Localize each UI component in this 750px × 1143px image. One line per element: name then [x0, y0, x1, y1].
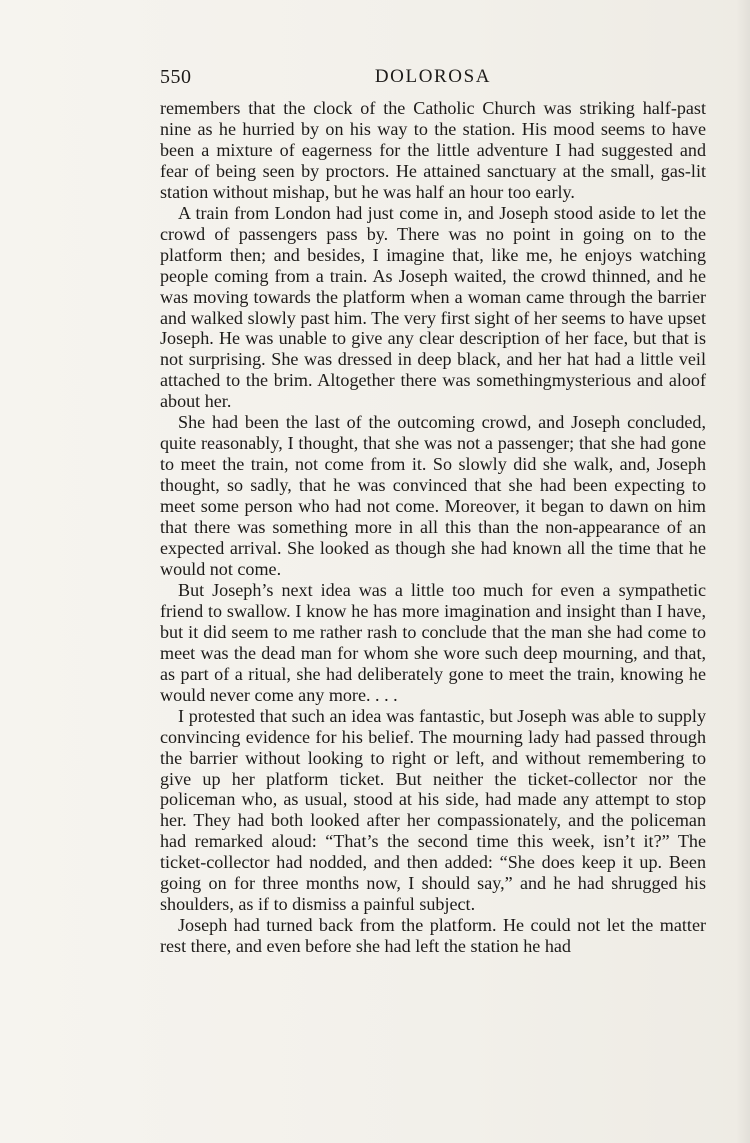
- page-number: 550: [160, 66, 192, 88]
- paragraph: A train from London had just come in, and Joseph stood aside to let the crowd of passengers pass by. There was no point in going on to the platform then; and besides, I imagine that, like me, he enjoys watching people coming from a train. As Joseph waited, the crowd thinned, and he was moving towards the platform when a woman came through the barrier and walked slowly past him. The very first sight of her seems to have upset Joseph. He was unable to give any clear description of her face, but that is not surprising. She was dressed in deep black, and her hat had a little veil attached to the brim. Altogether there was somethingmysterious and aloof about her.: [160, 202, 706, 412]
- page-edge-shadow: [736, 0, 750, 1143]
- paragraph: Joseph had turned back from the platform. He could not let the matter rest there, and even before she had left the station he had: [160, 915, 706, 957]
- paragraph: I protested that such an idea was fantastic, but Joseph was able to supply convincing evidence for his belief. The mourning lady had passed through the barrier without looking to right or left, and without remembering to give up her platform ticket. But neither the ticket-collector nor the policeman who, as usual, stood at his side, had made any attempt to stop her. They had both looked after her compassionately, and the policeman had remarked aloud: “That’s the second time this week, isn’t it?” The ticket-collector had nodded, and then added: “She does keep it up. Been going on for three months now, I should say,” and he had shrugged his shoulders, as if to dismiss a painful subject.: [160, 705, 706, 915]
- body-text: [160, 98, 706, 957]
- page-header: [160, 66, 706, 96]
- running-head: DOLOROSA: [374, 66, 492, 87]
- paragraph: She had been the last of the outcoming crowd, and Joseph concluded, quite reasonably, I thought, that she was not a passenger; that she had gone to meet the train, not come from it. So slowly did she walk, and, Joseph thought, so sadly, that he was convinced that she had been expecting to meet some person who had not come. Moreover, it began to dawn on him that there was something more in all this than the non-appearance of an expected arrival. She looked as though she had known all the time that he would not come.: [160, 412, 706, 579]
- paragraph-continued: remembers that the clock of the Catholic Church was striking half-past nine as he hurried by on his way to the station. His mood seems to have been a mixture of eagerness for the little adventure I had suggested and fear of being seen by proctors. He attained sanctuary at the small, gas-lit station without mishap, but he was half an hour too early.: [160, 98, 706, 202]
- paragraph: But Joseph’s next idea was a little too much for even a sympathetic friend to swallow. I know he has more imagination and insight than I have, but it did seem to me rather rash to conclude that the man she had come to meet was the dead man for whom she wore such deep mourning, and that, as part of a ritual, she had deliberately gone to meet the train, knowing he would never come any more. . . .: [160, 579, 706, 705]
